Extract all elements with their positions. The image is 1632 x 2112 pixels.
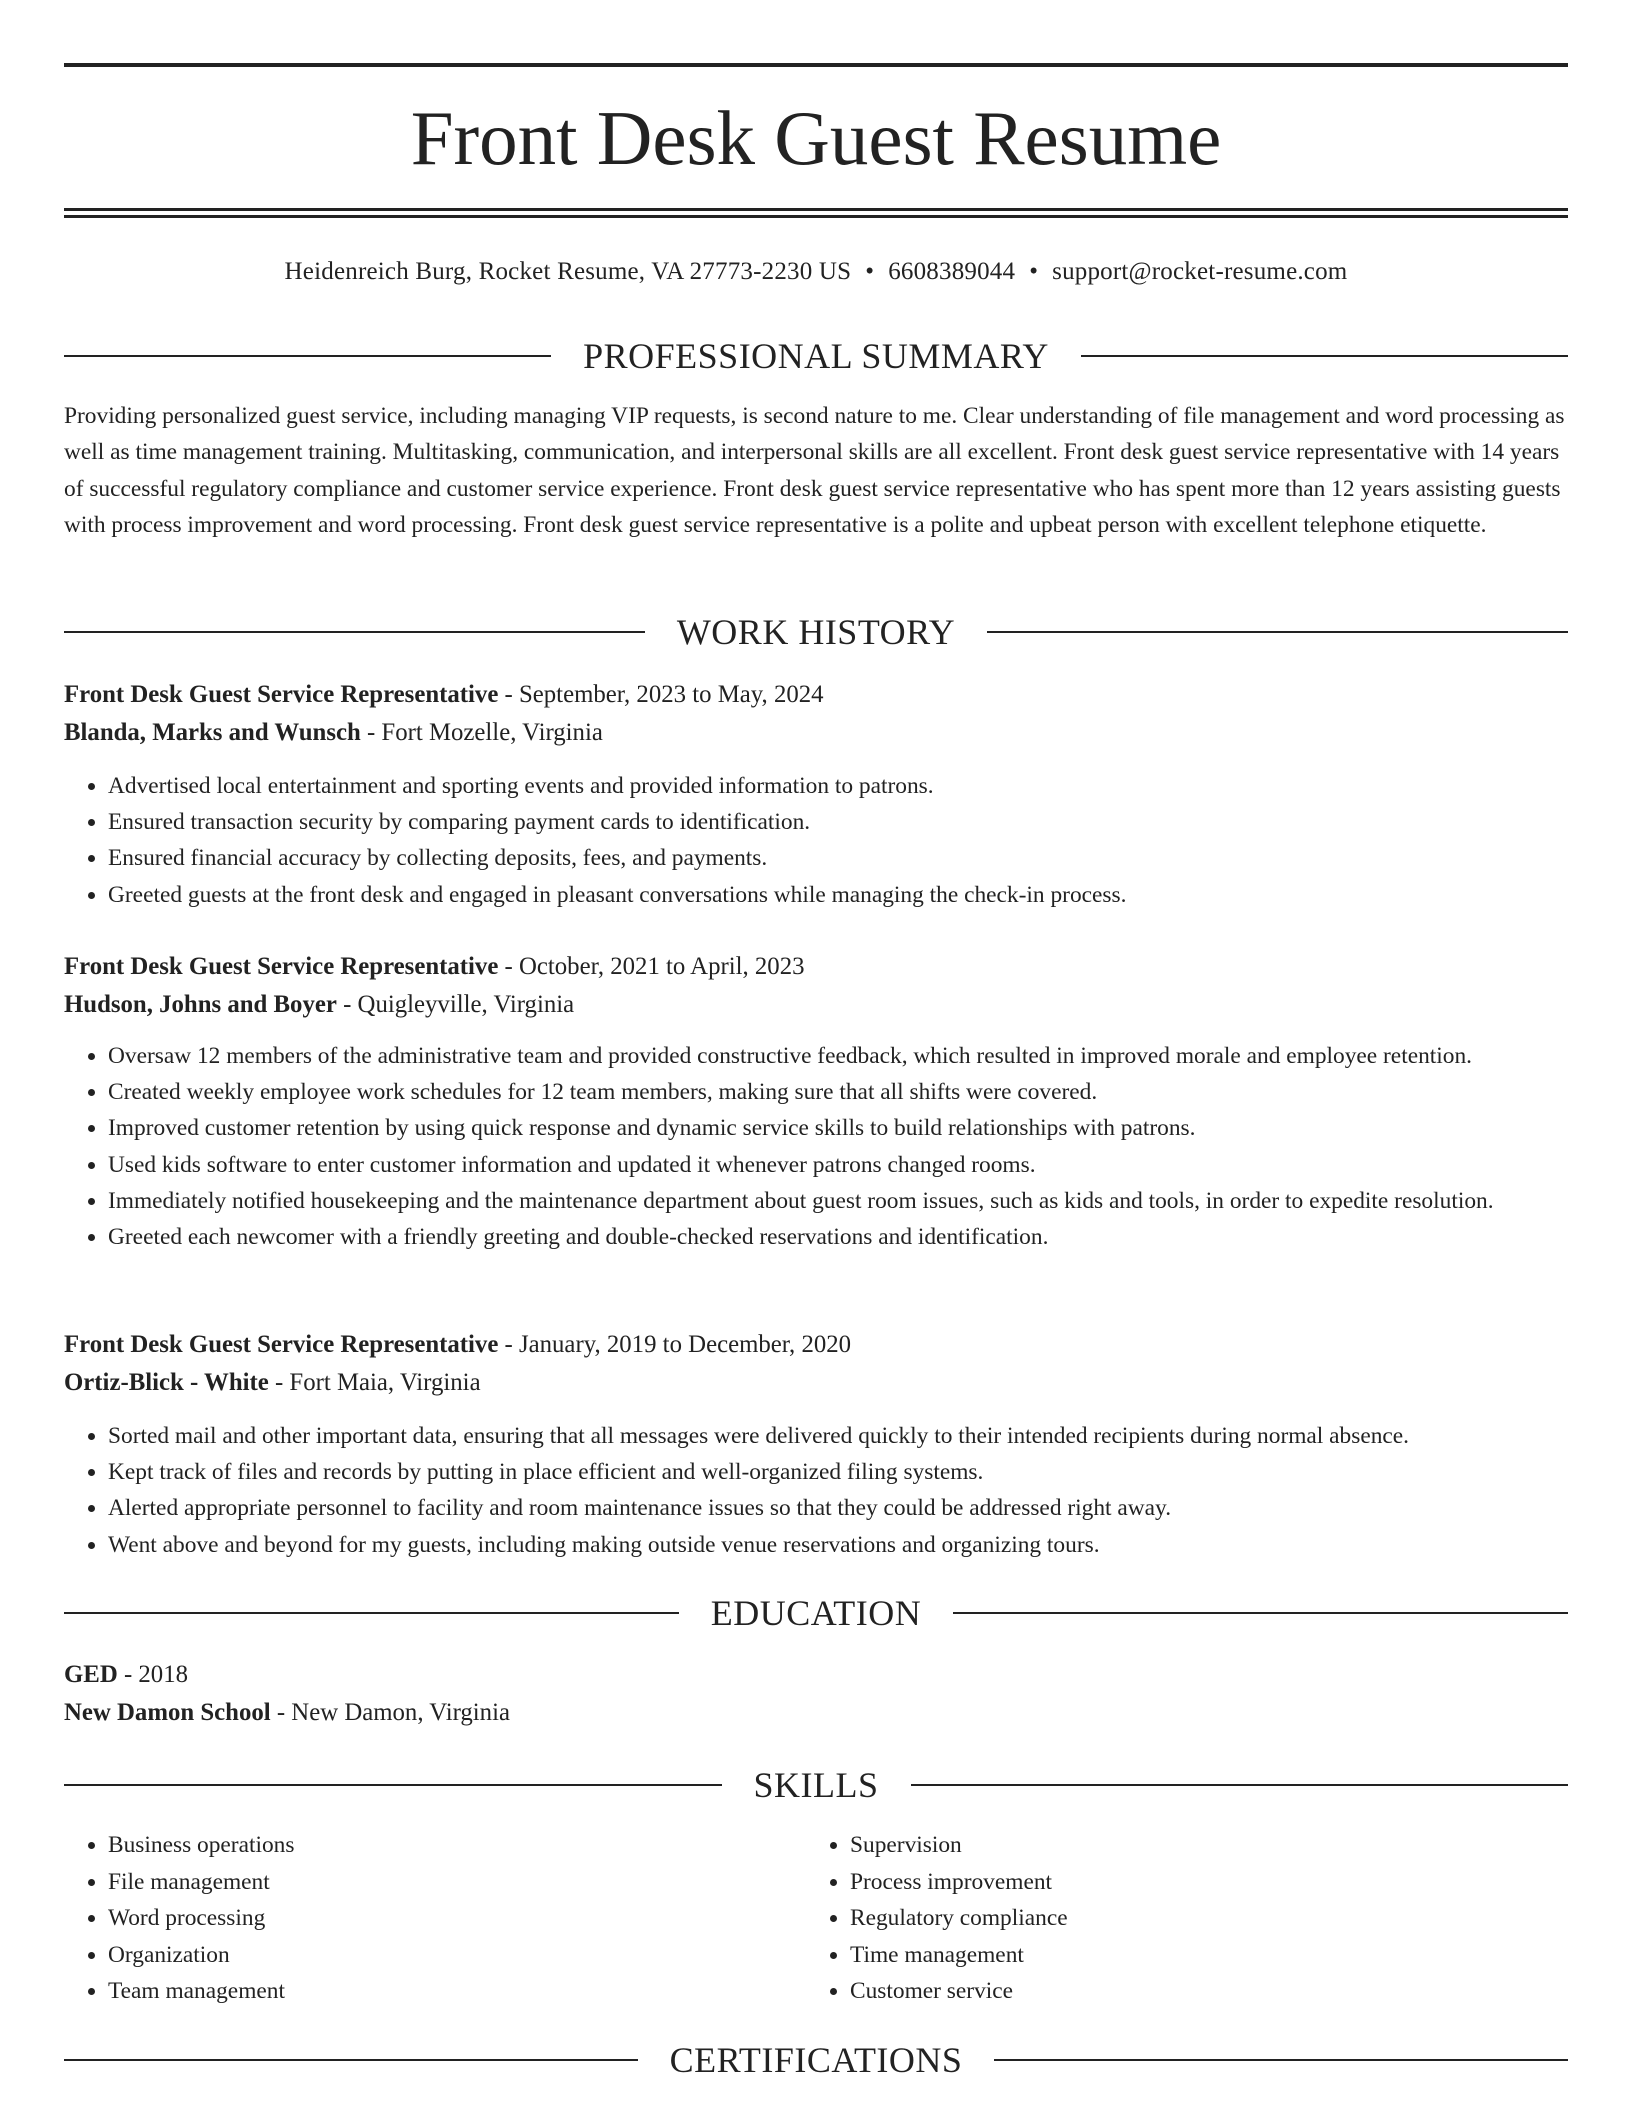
job-title-line [64, 676, 1568, 714]
heading-rule [64, 1784, 722, 1786]
top-rule [64, 63, 1568, 67]
contact-address: Heidenreich Burg, Rocket Resume, VA 27773-2230 US [284, 258, 852, 285]
contact-separator: • [865, 258, 875, 285]
list-item: • Greeted each newcomer with a friendly greeting and double-checked reservations and identification. [108, 1219, 1568, 1255]
education-degree-line [64, 1656, 1568, 1694]
contact-phone: 6608389044 [888, 258, 1016, 285]
skill-item: • File management [108, 1864, 764, 1901]
skill-item: • Word processing [108, 1900, 764, 1937]
job-bullets [64, 1038, 1568, 1255]
list-item: • Went above and beyond for my guests, including making outside venue reservations and organizing tours. [108, 1527, 1568, 1563]
contact-line [64, 255, 1568, 289]
skill-item: • Supervision [850, 1827, 1506, 1864]
job-title-line [64, 1326, 1568, 1364]
job-company-line [64, 986, 1568, 1024]
skill-item: • Time management [850, 1937, 1506, 1974]
job-bullets [64, 768, 1568, 913]
skill-item: • Process improvement [850, 1864, 1506, 1901]
education-school-line [64, 1694, 1568, 1732]
education-location: - New Damon, Virginia [270, 1699, 510, 1726]
contact-separator: • [1029, 258, 1039, 285]
job-entry-3 [64, 1326, 1568, 1563]
job-title: Front Desk Guest Service Representative [64, 953, 499, 980]
contact-email: support@rocket-resume.com [1052, 258, 1348, 285]
list-item: • Kept track of files and records by putting in place efficient and well-organized filing systems. [108, 1454, 1568, 1490]
section-title: SKILLS [753, 1765, 879, 1805]
skills-column-left [64, 1827, 764, 2010]
education-school: New Damon School [64, 1699, 271, 1726]
job-title-line [64, 948, 1568, 986]
skill-item: • Team management [108, 1973, 764, 2010]
skills-column-right [806, 1827, 1506, 2010]
section-heading-work-history [64, 610, 1568, 654]
heading-rule [64, 2059, 638, 2061]
section-title: CERTIFICATIONS [669, 2040, 963, 2080]
list-item: • Greeted guests at the front desk and engaged in pleasant conversations while managing the check-in process. [108, 877, 1568, 913]
section-title: EDUCATION [710, 1593, 922, 1633]
heading-rule [994, 2059, 1568, 2061]
summary-paragraph: Providing personalized guest service, including managing VIP requests, is second nature to me. Clear understanding of file management and word processing as well as time management training. Multitasking, communication, and interpersonal skills are all excellent. Front desk guest service representative with 14 years of successful regulatory compliance and customer service experience. Front desk guest service representative who has spent more than 12 years assisting guests with process improvement and word processing. Front desk guest service representative is a polite and upbeat person with excellent telephone etiquette. [64, 403, 1565, 539]
heading-rule [64, 631, 645, 633]
job-entry-2 [64, 948, 1568, 1255]
title-double-rule-top [64, 208, 1568, 211]
job-title: Front Desk Guest Service Representative [64, 1331, 499, 1358]
page-title: Front Desk Guest Resume [410, 95, 1222, 181]
job-location: - Fort Mozelle, Virginia [360, 719, 603, 746]
list-item: • Oversaw 12 members of the administrative team and provided constructive feedback, which resulted in improved morale and employee retention. [108, 1038, 1568, 1074]
job-company-line [64, 1364, 1568, 1402]
skills-list [806, 1827, 1506, 2010]
heading-rule [64, 1612, 679, 1614]
skill-item: • Business operations [108, 1827, 764, 1864]
list-item: • Sorted mail and other important data, ensuring that all messages were delivered quickly to their intended recipients during normal absence. [108, 1418, 1568, 1454]
education-year: - 2018 [117, 1661, 188, 1688]
job-title: Front Desk Guest Service Representative [64, 681, 499, 708]
list-item: • Advertised local entertainment and sporting events and provided information to patrons. [108, 768, 1568, 804]
job-dates: - September, 2023 to May, 2024 [498, 681, 824, 708]
heading-rule [1081, 355, 1568, 357]
heading-rule [64, 355, 551, 357]
education-entry [64, 1656, 1568, 1732]
job-entry-1 [64, 676, 1568, 913]
section-heading-certifications [64, 2038, 1568, 2082]
job-bullets [64, 1418, 1568, 1563]
section-heading-skills [64, 1763, 1568, 1807]
skill-item: • Regulatory compliance [850, 1900, 1506, 1937]
heading-rule [987, 631, 1568, 633]
list-item: • Ensured financial accuracy by collecting deposits, fees, and payments. [108, 840, 1568, 876]
list-item: • Created weekly employee work schedules for 12 team members, making sure that all shifts were covered. [108, 1074, 1568, 1110]
job-company: Blanda, Marks and Wunsch [64, 719, 361, 746]
section-heading-education [64, 1591, 1568, 1635]
list-item: • Used kids software to enter customer information and updated it whenever patrons changed rooms. [108, 1147, 1568, 1183]
list-item: • Ensured transaction security by comparing payment cards to identification. [108, 804, 1568, 840]
job-company-line [64, 714, 1568, 752]
skill-item: • Customer service [850, 1973, 1506, 2010]
section-heading-summary [64, 334, 1568, 378]
section-title: WORK HISTORY [676, 612, 956, 652]
job-dates: - January, 2019 to December, 2020 [498, 1331, 852, 1358]
skill-item: • Organization [108, 1937, 764, 1974]
education-degree: GED [64, 1661, 118, 1688]
job-company: Hudson, Johns and Boyer [64, 991, 337, 1018]
list-item: • Improved customer retention by using quick response and dynamic service skills to build relationships with patrons. [108, 1110, 1568, 1146]
heading-rule [953, 1612, 1568, 1614]
heading-rule [911, 1784, 1569, 1786]
job-dates: - October, 2021 to April, 2023 [498, 953, 805, 980]
job-company: Ortiz-Blick - White [64, 1369, 269, 1396]
job-location: - Fort Maia, Virginia [268, 1369, 481, 1396]
title-double-rule-bottom [64, 215, 1568, 218]
skills-list [64, 1827, 764, 2010]
job-location: - Quigleyville, Virginia [336, 991, 575, 1018]
list-item: • Alerted appropriate personnel to facility and room maintenance issues so that they could be addressed right away. [108, 1490, 1568, 1526]
summary-block [64, 398, 1568, 544]
section-title: PROFESSIONAL SUMMARY [583, 336, 1049, 376]
list-item: • Immediately notified housekeeping and the maintenance department about guest room issues, such as kids and tools, in order to expedite resolution. [108, 1183, 1568, 1219]
